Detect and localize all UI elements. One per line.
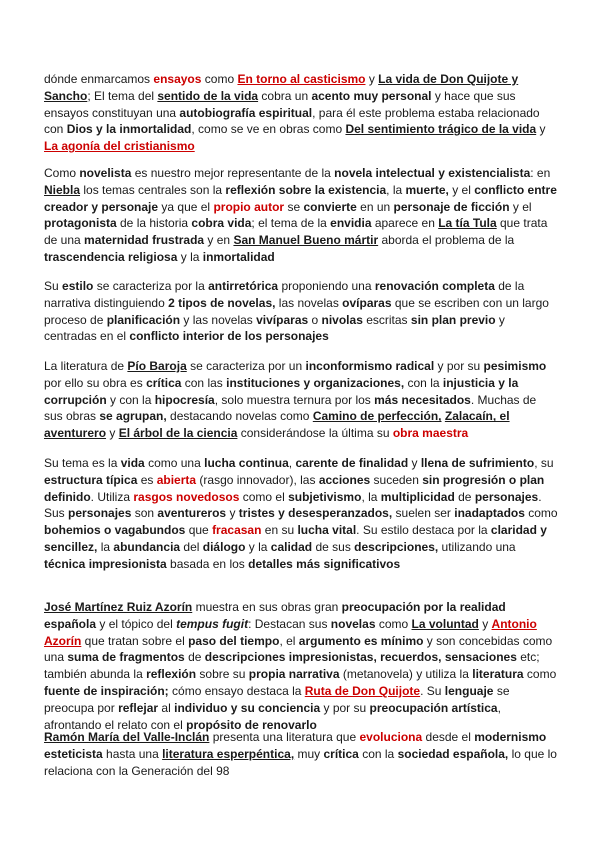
text-run: fuente de inspiración; (44, 683, 169, 698)
text-run: y (106, 426, 119, 441)
text-run: reflexión (146, 667, 197, 682)
text-run: y (536, 122, 546, 137)
text-run: reflejar (118, 700, 159, 715)
text-run: se caracteriza por un (186, 359, 306, 373)
text-run: de la narrativa distinguiendo (44, 279, 525, 310)
text-run: novela intelectual y existencialista (334, 166, 531, 180)
text-run: conflicto interior de los personajes (129, 329, 329, 344)
text-run: preocupación por la realidad española (44, 600, 506, 631)
text-run: como (375, 616, 412, 631)
text-run: descripciones, (354, 539, 439, 554)
text-run: vivíparas (256, 312, 309, 327)
text-run: utilizando una (438, 539, 516, 554)
text-run: suelen ser (392, 506, 455, 521)
text-run: sin plan previo (410, 312, 496, 327)
text-run: y (478, 616, 492, 631)
text-run: : Destacan sus (248, 616, 331, 631)
text-run: autobiografía espiritual (179, 105, 313, 120)
text-run: se caracteriza por la (93, 279, 209, 293)
text-run: tristes y desesperanzados, (238, 506, 393, 521)
text-run: descripciones impresionistas, recuerdos, sensaciones (204, 650, 517, 665)
text-run: lucha vital (297, 523, 357, 538)
text-run: escritas (362, 312, 411, 327)
text-run: calidad (270, 539, 313, 554)
text-run: y son concebidas como una (44, 633, 553, 665)
text-run: son (131, 506, 158, 521)
paragraph-unamuno-ensayos (44, 71, 558, 155)
text-run: como el (239, 489, 289, 504)
text-run: y el (509, 199, 532, 214)
text-run: , su (534, 456, 554, 470)
text-run: , solo muestra ternura por los (214, 392, 375, 407)
text-run: y (365, 72, 379, 86)
text-run: Camino de perfección, (312, 409, 442, 424)
text-run: aventureros (157, 506, 227, 521)
text-run: y la (177, 249, 203, 264)
paragraph-baroja-tema (44, 455, 558, 573)
text-run: de sus (312, 539, 355, 554)
text-run: es (137, 472, 157, 487)
text-run: aparece en (371, 216, 439, 231)
text-run: conflicto entre creador y personaje (44, 182, 557, 214)
text-run: que trata de una (44, 216, 548, 248)
text-run: diálogo (202, 539, 246, 554)
text-run: instituciones y organizaciones, (226, 375, 405, 390)
text-run: más necesitados (374, 392, 471, 407)
text-run: claridad y sencillez, (44, 523, 547, 554)
text-run: proponiendo una (278, 279, 375, 293)
text-run: con la (404, 375, 443, 390)
text-run: y (408, 456, 421, 470)
text-run: trascendencia religiosa (44, 249, 178, 264)
text-run: que (185, 523, 213, 538)
text-run: planificación (106, 312, 181, 327)
text-run: convierte (303, 199, 357, 214)
text-run: lucha continua (204, 456, 289, 470)
text-run: como una (144, 456, 205, 470)
text-run: se agrupan, (99, 409, 167, 424)
text-run: detalles más significativos (248, 556, 401, 571)
text-run: suceden (370, 472, 423, 487)
text-run: la (97, 539, 114, 554)
text-run: . Muchas de sus obras (44, 392, 537, 424)
text-run: llena de sufrimiento (420, 456, 535, 470)
text-run: por ello su obra es (44, 375, 147, 390)
text-run: del (180, 539, 203, 554)
text-run: sociedad española, (397, 746, 509, 761)
text-run: envidia (330, 216, 372, 231)
text-run: Ramón María del Valle-Inclán (44, 730, 210, 744)
text-run: de (184, 650, 205, 665)
text-run: . Su estilo destaca por la (356, 523, 491, 538)
text-run: acciones (318, 472, 371, 487)
text-run: con la (358, 746, 398, 761)
text-run: abierta (156, 472, 197, 487)
text-run: En torno al casticismo (237, 72, 366, 86)
text-run: novelista (79, 166, 132, 180)
text-run: personaje de ficción (393, 199, 510, 214)
text-run: es nuestro mejor representante de la (131, 166, 335, 180)
text-run: dónde enmarcamos (44, 72, 154, 86)
text-run: destacando novelas como (166, 409, 313, 424)
text-run: tempus fugit (176, 616, 249, 631)
text-run: antirretórica (208, 279, 279, 293)
text-run: , el (279, 633, 299, 648)
text-run: y por su (320, 700, 370, 715)
text-run: y centradas en el (44, 312, 505, 344)
text-run: (metanovela) y utiliza la (339, 667, 473, 682)
text-run: La vida de Don Quijote y Sancho (44, 72, 519, 103)
text-run: y con la (106, 392, 155, 407)
text-run: Pío Baroja (127, 359, 187, 373)
text-run: de (454, 489, 475, 504)
text-run: rasgos novedosos (133, 489, 240, 504)
text-run: La agonía del cristianismo (44, 139, 195, 154)
text-run: La literatura de (44, 359, 128, 373)
text-run: presenta una literatura que (209, 730, 360, 744)
text-run: modernismo esteticista (44, 730, 547, 761)
text-run: ya que el (158, 199, 214, 214)
text-run: maternidad frustrada (84, 233, 205, 248)
text-run: Zalacaín, el aventurero (44, 409, 510, 441)
text-run: reflexión sobre la existencia (225, 182, 387, 197)
text-run: y el tópico del (96, 616, 177, 631)
text-run: al (158, 700, 175, 715)
text-run: (rasgo innovador), las (196, 472, 319, 487)
text-run: : en (530, 166, 551, 180)
paragraph-baroja (44, 358, 558, 442)
text-run: sentido de la vida (157, 88, 259, 103)
text-run: que se escriben con un largo proceso de (44, 295, 549, 327)
text-run: hasta una (102, 746, 163, 761)
text-run: , la (386, 182, 406, 197)
text-run: los temas centrales son la (80, 182, 226, 197)
text-run: sobre su (196, 667, 249, 682)
text-run: Como (44, 166, 80, 180)
text-run: como (524, 506, 558, 521)
text-run: cobra vida (191, 216, 252, 231)
paragraph-valle-inclan (44, 729, 558, 779)
text-run: , como se ve en obras como (191, 122, 346, 137)
paragraph-unamuno-estilo (44, 278, 558, 345)
text-run: propia narrativa (248, 667, 340, 682)
text-run: Dios y la inmortalidad (66, 122, 192, 137)
text-run: literatura (472, 667, 524, 682)
text-run: desde el (422, 730, 475, 744)
text-run: cómo ensayo destaca la (168, 683, 305, 698)
text-run: Ruta de Don Quijote (304, 683, 421, 698)
text-run: Antonio Azorín (44, 616, 537, 648)
text-run: suma de fragmentos (67, 650, 185, 665)
text-run: y hace que sus ensayos constituyan una (44, 88, 516, 120)
text-run: acento muy personal (311, 88, 432, 103)
text-run: subjetivismo (288, 489, 362, 504)
text-run: El árbol de la ciencia (118, 426, 238, 441)
text-run: en un (356, 199, 394, 214)
text-run: como (201, 72, 238, 86)
text-run: con las (181, 375, 227, 390)
text-run: Su (44, 279, 63, 293)
text-run: . Sus (44, 489, 542, 521)
text-run: , (288, 456, 296, 470)
text-run: propio autor (213, 199, 285, 214)
text-run: carente de finalidad (295, 456, 409, 470)
text-run: individuo y su conciencia (174, 700, 321, 715)
text-run: etc; también abunda la (44, 650, 540, 682)
text-run: 2 tipos de novelas, (168, 295, 276, 310)
text-run: José Martínez Ruiz Azorín (44, 600, 193, 614)
text-run: . Utiliza (90, 489, 134, 504)
text-run: estructura típica (44, 472, 138, 487)
text-run: hipocresía (154, 392, 215, 407)
text-run: fracasan (212, 523, 262, 538)
text-run: protagonista (44, 216, 117, 231)
text-run: abundancia (113, 539, 181, 554)
text-run: lenguaje (444, 683, 494, 698)
text-run: las novelas (275, 295, 343, 310)
text-run: Niebla (44, 182, 81, 197)
text-run: injusticia y la corrupción (44, 375, 519, 407)
text-run: ovíparas (342, 295, 392, 310)
text-run: como (523, 667, 557, 682)
text-run: que tratan sobre el (81, 633, 189, 648)
text-run: preocupación artística (369, 700, 498, 715)
text-run: vida (120, 456, 145, 470)
text-run: muerte, (405, 182, 449, 197)
text-run: y por su (434, 359, 484, 373)
text-run: sin progresión o plan definido (44, 472, 545, 504)
text-run: La tía Tula (438, 216, 497, 231)
text-run: basada en los (166, 556, 249, 571)
text-run: , la (361, 489, 381, 504)
text-run: se (284, 199, 304, 214)
text-run: muy (294, 746, 324, 761)
text-run: obra maestra (392, 426, 469, 441)
text-run: argumento es mínimo (298, 633, 424, 648)
text-run: de la historia (116, 216, 192, 231)
text-run: ; El tema del (87, 88, 158, 103)
text-run: La voluntad (411, 616, 479, 631)
text-run: o (308, 312, 322, 327)
text-run: aborda el problema de la (378, 233, 515, 248)
text-run: propósito de renovarlo (186, 717, 317, 732)
text-run: personajes (68, 506, 132, 521)
text-run: renovación completa (374, 279, 495, 293)
text-run: y la (245, 539, 271, 554)
text-run: considerándose la última su (237, 426, 393, 441)
text-run: multiplicidad (380, 489, 455, 504)
text-run: , afrontando el relato con el (44, 700, 501, 732)
text-run: y (226, 506, 239, 521)
text-run: paso del tiempo (188, 633, 280, 648)
paragraph-azorin (44, 599, 558, 733)
text-run: cobra un (258, 88, 312, 103)
text-run: bohemios o vagabundos (44, 523, 186, 538)
text-run: San Manuel Bueno mártir (233, 233, 379, 248)
paragraph-unamuno-novelista (44, 165, 558, 266)
text-run: inconformismo radical (305, 359, 435, 373)
text-run: inmortalidad (202, 249, 275, 264)
text-run: . Su (420, 683, 445, 698)
text-run: y las novelas (180, 312, 257, 327)
text-run: lo que lo relaciona con la Generación del 98 (44, 746, 557, 778)
text-run: inadaptados (454, 506, 525, 521)
text-run: pesimismo (483, 359, 547, 373)
text-run: novelas (330, 616, 376, 631)
text-run: muestra en sus obras gran (192, 600, 342, 614)
text-run: ensayos (153, 72, 202, 86)
text-run: y el (448, 182, 475, 197)
text-run: y en (204, 233, 234, 248)
text-run: crítica (323, 746, 359, 761)
text-run: se preocupa por (44, 683, 510, 715)
text-run: técnica impresionista (44, 556, 167, 571)
text-run: , para él este problema estaba relacionado con (44, 105, 540, 137)
text-run: personajes (474, 489, 539, 504)
text-run: evoluciona (359, 730, 423, 744)
text-run: nivolas (321, 312, 363, 327)
text-run: crítica (146, 375, 182, 390)
text-run: literatura esperpéntica, (162, 746, 295, 761)
text-run: Del sentimiento trágico de la vida (345, 122, 537, 137)
text-run: ; el tema de la (251, 216, 331, 231)
text-run: en su (261, 523, 298, 538)
text-run: estilo (62, 279, 94, 293)
text-run: Su tema es la (44, 456, 121, 470)
